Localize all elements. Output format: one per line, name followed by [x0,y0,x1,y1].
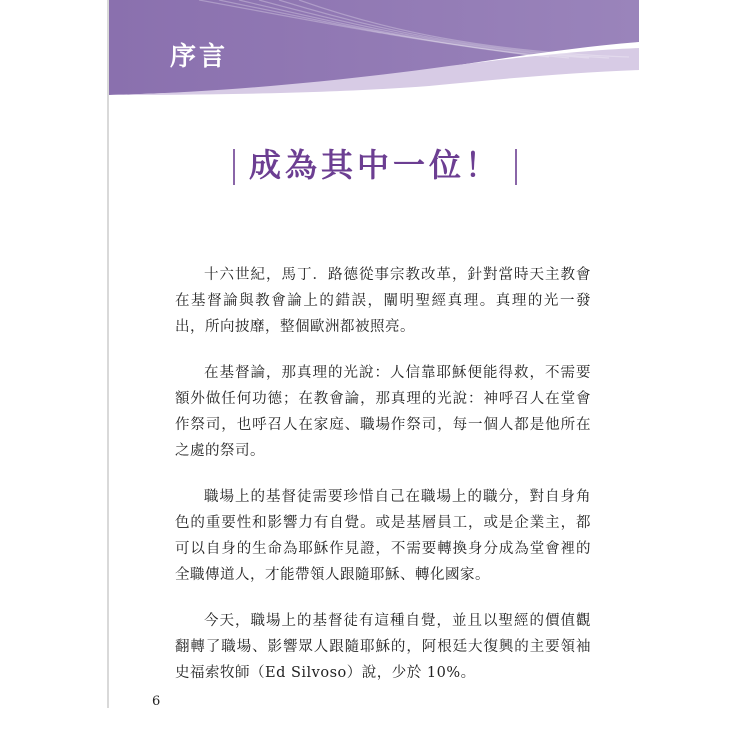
title-left-bar [233,149,235,185]
page-edge-rule [107,0,109,708]
paragraph: 職場上的基督徒需要珍惜自己在職場上的職分，對自身角色的重要性和影響力有自覺。或是基層員工，或是企業主，都可以自身的生命為耶穌作見證，不需要轉換身分成為堂會裡的全職傳道人，才能帶領人跟隨耶穌、轉化國家。 [175,489,591,583]
page-number: 6 [152,694,161,709]
paragraph: 十六世紀，馬丁．路德從事宗教改革，針對當時天主教會在基督論與教會論上的錯誤，闡明聖經真理。真理的光一發出，所向披靡，整個歐洲都被照亮。 [175,267,591,335]
section-label: 序言 [170,42,229,72]
chapter-title-row [0,140,750,186]
paragraph: 在基督論，那真理的光說：人信靠耶穌便能得救，不需要額外做任何功德；在教會論，那真理的光說：神呼召人在堂會作祭司，也呼召人在家庭、職場作祭司，每一個人都是他所在之處的祭司。 [175,365,591,459]
body-text [175,262,591,706]
title-right-bar [515,149,517,185]
chapter-title: 成為其中一位！ [248,146,501,184]
paragraph: 今天，職場上的基督徒有這種自覺，並且以聖經的價值觀翻轉了職場、影響眾人跟隨耶穌的，阿根廷大復興的主要領袖史福索牧師（Ed Silvoso）說，少於 10%。 [175,613,591,681]
